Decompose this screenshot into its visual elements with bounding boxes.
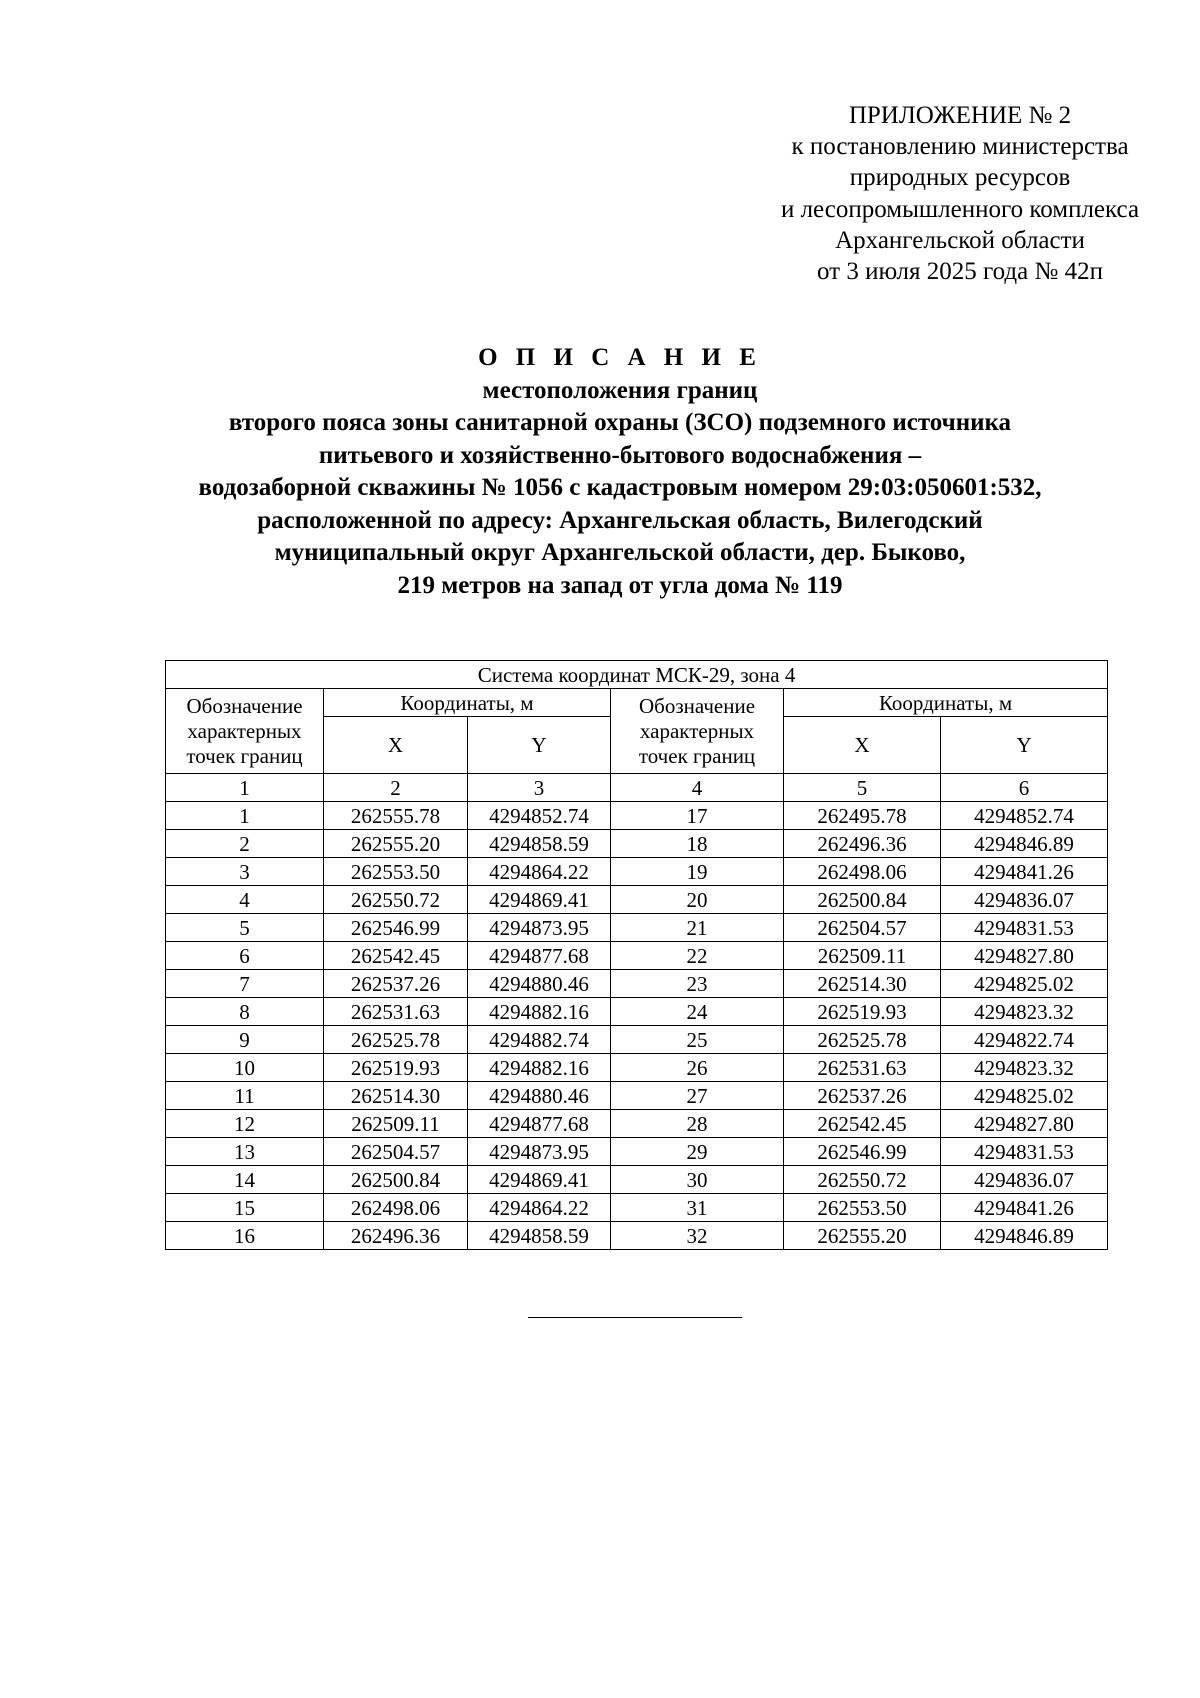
point-number-cell: 26 — [611, 1054, 784, 1082]
y-coordinate-cell: 4294882.16 — [468, 1054, 611, 1082]
coords-header: Координаты, м — [784, 689, 1108, 717]
point-number-cell: 5 — [166, 914, 324, 942]
appendix-line: и лесопромышленного комплекса — [780, 195, 1140, 223]
end-divider — [528, 1317, 742, 1318]
table-row — [166, 1194, 1108, 1222]
y-coordinate-cell: 4294822.74 — [941, 1026, 1108, 1054]
y-coordinate-cell: 4294873.95 — [468, 1138, 611, 1166]
point-number-cell: 6 — [166, 942, 324, 970]
point-number-cell: 9 — [166, 1026, 324, 1054]
table-row — [166, 970, 1108, 998]
x-coordinate-cell: 262553.50 — [784, 1194, 941, 1222]
x-coordinate-cell: 262509.11 — [324, 1110, 468, 1138]
table-row — [166, 802, 1108, 830]
y-coordinate-cell: 4294877.68 — [468, 1110, 611, 1138]
x-coordinate-cell: 262514.30 — [324, 1082, 468, 1110]
y-coordinate-cell: 4294836.07 — [941, 1166, 1108, 1194]
y-coordinate-cell: 4294858.59 — [468, 1222, 611, 1250]
y-coordinate-cell: 4294841.26 — [941, 858, 1108, 886]
column-number: 3 — [468, 774, 611, 802]
appendix-line: природных ресурсов — [849, 164, 1071, 192]
column-number: 1 — [166, 774, 324, 802]
appendix-header — [720, 100, 1200, 287]
point-number-cell: 23 — [611, 970, 784, 998]
table-row — [166, 858, 1108, 886]
y-coordinate-cell: 4294852.74 — [941, 802, 1108, 830]
point-label-line: Обозначение — [186, 693, 303, 718]
title-line: местоположения границ — [482, 376, 758, 404]
x-coordinate-cell: 262531.63 — [784, 1054, 941, 1082]
appendix-line: к постановлению министерства — [791, 133, 1129, 161]
point-number-cell: 1 — [166, 802, 324, 830]
title-heading: О П И С А Н И Е — [478, 344, 762, 371]
table-row — [166, 1110, 1108, 1138]
table-row — [166, 1138, 1108, 1166]
y-header: Y — [468, 717, 611, 774]
point-label-header — [611, 689, 784, 774]
point-number-cell: 16 — [166, 1222, 324, 1250]
point-number-cell: 29 — [611, 1138, 784, 1166]
point-number-cell: 3 — [166, 858, 324, 886]
point-number-cell: 22 — [611, 942, 784, 970]
coordinates-table — [165, 660, 1108, 1250]
y-coordinate-cell: 4294825.02 — [941, 970, 1108, 998]
x-header: X — [324, 717, 468, 774]
point-label-line: Обозначение — [638, 693, 756, 718]
y-coordinate-cell: 4294825.02 — [941, 1082, 1108, 1110]
table-row — [166, 1222, 1108, 1250]
point-number-cell: 27 — [611, 1082, 784, 1110]
point-number-cell: 7 — [166, 970, 324, 998]
title-line: второго пояса зоны санитарной охраны (ЗСО) подземного источника — [228, 409, 1012, 436]
y-coordinate-cell: 4294880.46 — [468, 1082, 611, 1110]
y-coordinate-cell: 4294831.53 — [941, 914, 1108, 942]
x-coordinate-cell: 262496.36 — [324, 1222, 468, 1250]
table-row — [166, 1082, 1108, 1110]
point-number-cell: 10 — [166, 1054, 324, 1082]
table-row — [166, 1166, 1108, 1194]
y-coordinate-cell: 4294864.22 — [468, 858, 611, 886]
point-number-cell: 28 — [611, 1110, 784, 1138]
y-coordinate-cell: 4294827.80 — [941, 1110, 1108, 1138]
point-number-cell: 12 — [166, 1110, 324, 1138]
point-label-line: точек границ — [638, 743, 756, 768]
y-coordinate-cell: 4294836.07 — [941, 886, 1108, 914]
title-line: водозаборной скважины № 1056 с кадастровым номером 29:03:050601:532, — [198, 474, 1042, 501]
x-coordinate-cell: 262537.26 — [784, 1082, 941, 1110]
x-coordinate-cell: 262537.26 — [324, 970, 468, 998]
y-coordinate-cell: 4294880.46 — [468, 970, 611, 998]
title-line: 219 метров на запад от угла дома № 119 — [397, 571, 843, 599]
point-label-line: точек границ — [186, 743, 303, 768]
y-coordinate-cell: 4294841.26 — [941, 1194, 1108, 1222]
column-number: 2 — [324, 774, 468, 802]
x-coordinate-cell: 262531.63 — [324, 998, 468, 1026]
table-row — [166, 942, 1108, 970]
coords-header: Координаты, м — [324, 689, 611, 717]
y-coordinate-cell: 4294852.74 — [468, 802, 611, 830]
y-coordinate-cell: 4294827.80 — [941, 942, 1108, 970]
table-row — [166, 998, 1108, 1026]
column-number: 5 — [784, 774, 941, 802]
y-coordinate-cell: 4294831.53 — [941, 1138, 1108, 1166]
point-number-cell: 14 — [166, 1166, 324, 1194]
title-line: муниципальный округ Архангельской области, дер. Быково, — [274, 539, 966, 566]
point-label-line: характерных — [187, 718, 302, 743]
table-row — [166, 886, 1108, 914]
x-coordinate-cell: 262504.57 — [784, 914, 941, 942]
point-number-cell: 24 — [611, 998, 784, 1026]
coordinate-system-header: Система координат МСК-29, зона 4 — [166, 661, 1108, 689]
x-coordinate-cell: 262519.93 — [784, 998, 941, 1026]
point-number-cell: 31 — [611, 1194, 784, 1222]
point-label-line: характерных — [639, 718, 755, 743]
point-number-cell: 15 — [166, 1194, 324, 1222]
point-label-header — [166, 689, 324, 774]
document-title — [0, 342, 1200, 602]
y-coordinate-cell: 4294869.41 — [468, 1166, 611, 1194]
x-coordinate-cell: 262553.50 — [324, 858, 468, 886]
y-coordinate-cell: 4294864.22 — [468, 1194, 611, 1222]
y-header: Y — [941, 717, 1108, 774]
x-coordinate-cell: 262500.84 — [784, 886, 941, 914]
appendix-line: Архангельской области — [835, 226, 1085, 254]
y-coordinate-cell: 4294823.32 — [941, 998, 1108, 1026]
x-coordinate-cell: 262525.78 — [324, 1026, 468, 1054]
y-coordinate-cell: 4294823.32 — [941, 1054, 1108, 1082]
point-number-cell: 19 — [611, 858, 784, 886]
point-number-cell: 13 — [166, 1138, 324, 1166]
x-coordinate-cell: 262550.72 — [324, 886, 468, 914]
x-coordinate-cell: 262555.20 — [784, 1222, 941, 1250]
y-coordinate-cell: 4294846.89 — [941, 1222, 1108, 1250]
point-number-cell: 11 — [166, 1082, 324, 1110]
y-coordinate-cell: 4294858.59 — [468, 830, 611, 858]
y-coordinate-cell: 4294877.68 — [468, 942, 611, 970]
appendix-title: ПРИЛОЖЕНИЕ № 2 — [848, 102, 1072, 129]
y-coordinate-cell: 4294882.16 — [468, 998, 611, 1026]
y-coordinate-cell: 4294873.95 — [468, 914, 611, 942]
title-line: расположенной по адресу: Архангельская область, Вилегодский — [257, 506, 983, 534]
x-coordinate-cell: 262546.99 — [324, 914, 468, 942]
x-coordinate-cell: 262498.06 — [324, 1194, 468, 1222]
x-coordinate-cell: 262500.84 — [324, 1166, 468, 1194]
x-coordinate-cell: 262542.45 — [784, 1110, 941, 1138]
table-row — [166, 1054, 1108, 1082]
x-coordinate-cell: 262525.78 — [784, 1026, 941, 1054]
table-row — [166, 830, 1108, 858]
x-coordinate-cell: 262514.30 — [784, 970, 941, 998]
x-coordinate-cell: 262495.78 — [784, 802, 941, 830]
x-coordinate-cell: 262519.93 — [324, 1054, 468, 1082]
x-header: X — [784, 717, 941, 774]
x-coordinate-cell: 262498.06 — [784, 858, 941, 886]
point-number-cell: 8 — [166, 998, 324, 1026]
point-number-cell: 20 — [611, 886, 784, 914]
point-number-cell: 18 — [611, 830, 784, 858]
y-coordinate-cell: 4294846.89 — [941, 830, 1108, 858]
x-coordinate-cell: 262555.20 — [324, 830, 468, 858]
point-number-cell: 30 — [611, 1166, 784, 1194]
table-row — [166, 914, 1108, 942]
column-number: 4 — [611, 774, 784, 802]
x-coordinate-cell: 262546.99 — [784, 1138, 941, 1166]
y-coordinate-cell: 4294869.41 — [468, 886, 611, 914]
x-coordinate-cell: 262496.36 — [784, 830, 941, 858]
point-number-cell: 21 — [611, 914, 784, 942]
x-coordinate-cell: 262509.11 — [784, 942, 941, 970]
x-coordinate-cell: 262542.45 — [324, 942, 468, 970]
point-number-cell: 32 — [611, 1222, 784, 1250]
x-coordinate-cell: 262550.72 — [784, 1166, 941, 1194]
point-number-cell: 17 — [611, 802, 784, 830]
point-number-cell: 4 — [166, 886, 324, 914]
x-coordinate-cell: 262555.78 — [324, 802, 468, 830]
point-number-cell: 25 — [611, 1026, 784, 1054]
point-number-cell: 2 — [166, 830, 324, 858]
y-coordinate-cell: 4294882.74 — [468, 1026, 611, 1054]
appendix-date: от 3 июля 2025 года № 42п — [817, 258, 1103, 286]
table-row — [166, 1026, 1108, 1054]
column-number: 6 — [941, 774, 1108, 802]
x-coordinate-cell: 262504.57 — [324, 1138, 468, 1166]
title-line: питьевого и хозяйственно-бытового водоснабжения – — [318, 441, 922, 469]
